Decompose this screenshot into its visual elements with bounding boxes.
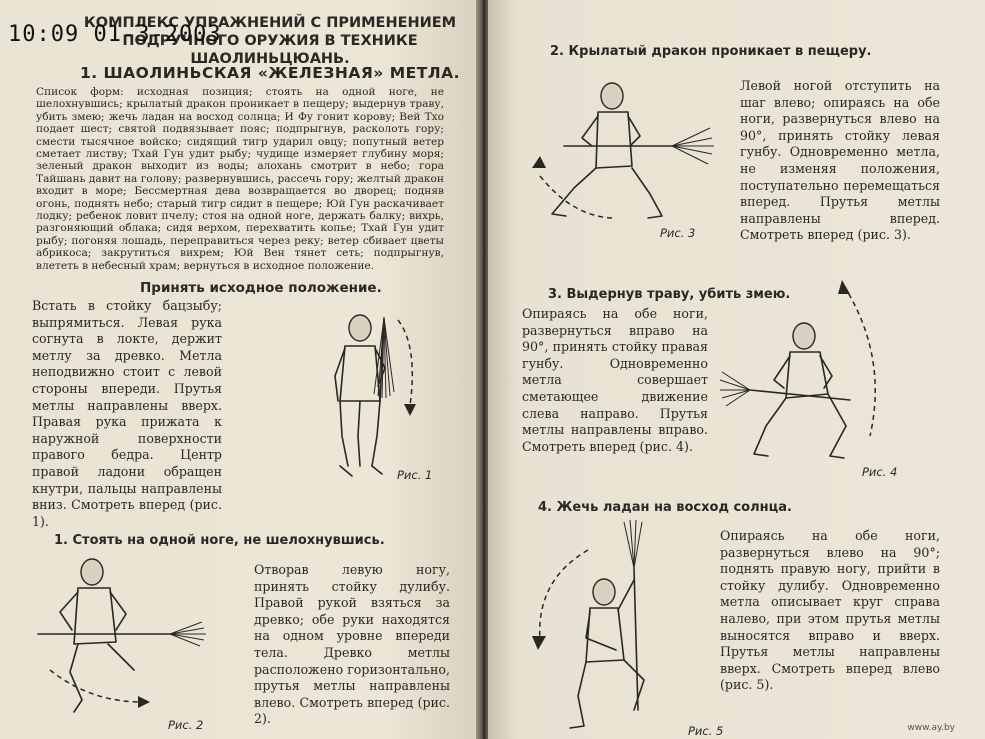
exercise-4-title: 4. Жечь ладан на восход солнца. — [538, 500, 792, 515]
chapter-header: КОМПЛЕКС УПРАЖНЕНИЙ С ПРИМЕНЕНИЕМ ПОДРУЧНОГО ОРУЖИЯ В ТЕХНИКЕ ШАОЛИНЬЦЮАНЬ. — [83, 15, 457, 67]
figure-4-illustration — [720, 276, 910, 472]
forms-list: Список форм: исходная позиция; стоять на одной ноге, не шелохнувшись; крылатый дракон проникает в пещеру; выдернув траву, убить змею; жечь ладан на восход солнца; И Фу гонит корову; Вей Тхо подает шест; святой подвязывает пояс; подпрыгнув, расколоть гору; смести тысячное войско; сидящий тигр ударил овцу; попутный ветер сметает листву; Тхай Гун удит рыбу; чудище измеряет глубину моря; зеленый дракон выходит из воды; алохань смотрит в небо; гора Тайшань давит на голову; развернувшись, рассечь гору; желтый дракон входит в море; Бессмертная дева возвращается во дворец; подняв огонь, поднять небо; старый тигр сидит в пещере; Юй Гун раскачивает лодку; ребенок ловит пчелу; стоя на одной ноге, держать балку; вихрь, разгоняющий облака; сидя верхом, перехватить копье; Тхай Гун удит рыбу; погоняя лошадь, переправиться через реку; ветер сбивает цветы абрикоса; закрутиться вихрем; Юй Вен тянет сеть; подпрыгнув, влететь в небесный храм; вернуться в исходное положение. — [36, 86, 444, 272]
right-page — [488, 0, 985, 739]
watermark: www.ay.by — [907, 723, 955, 733]
exercise-3-text: Опираясь на обе ноги, развернуться вправо на 90°, принять стойку правая гунбу. Одновременно метла совершает сметающее движение слева направо. Прутья метлы направлены вправо. Смотреть вперед (рис. 4). — [522, 306, 708, 454]
section-title: 1. ШАОЛИНЬСКАЯ «ЖЕЛЕЗНАЯ» МЕТЛА. — [79, 64, 461, 82]
exercise-3-title: 3. Выдернув траву, убить змею. — [548, 287, 791, 302]
exercise-1-text: Отворав левую ногу, принять стойку дулибу. Правой рукой взяться за древко; обе руки находятся на одном уровне впереди тела. Древко метлы расположено горизонтально, прутья метлы направлены влево. Смотреть вперед (рис. 2). — [254, 562, 450, 727]
figure-5-caption: Рис. 5 — [688, 724, 724, 738]
exercise-2-text: Левой ногой отступить на шаг влево; опираясь на обе ноги, развернуться влево на 90°, принять стойку левая гунбу. Одновременно метла, не изменяя положения, поступательно перемещаться вперед. Прутья метлы направлены вперед. Смотреть вперед (рис. 3). — [740, 78, 940, 243]
date-stamp: 10:09 01-3-2003 — [8, 22, 222, 47]
left-page — [0, 0, 478, 739]
start-position-text: Встать в стойку бацзыбу; выпрямиться. Левая рука согнута в локте, держит метлу за древко. Метла неподвижно стоит с левой стороны впереди. Прутья метлы направлены вверх. Правая рука прижата к наружной поверхности правого бедра. Центр правой ладони обращен кнутри, пальцы направлены вниз. Смотреть вперед (рис. 1). — [32, 298, 222, 529]
exercise-2-title: 2. Крылатый дракон проникает в пещеру. — [550, 44, 872, 59]
figure-2-caption: Рис. 2 — [168, 718, 204, 732]
figure-5-illustration — [526, 520, 726, 739]
exercise-4-text: Опираясь на обе ноги, развернуться влево на 90°; поднять правую ногу, прийти в стойку дулибу. Одновременно метла описывает круг справа налево, при этом прутья метлы выносятся вправо и вверх. Прутья метлы направлены вверх. Смотреть вперед влево (рис. 5). — [720, 528, 940, 693]
figure-3-caption: Рис. 3 — [660, 226, 696, 240]
exercise-1-title: 1. Стоять на одной ноге, не шелохнувшись. — [54, 533, 385, 548]
figure-4-caption: Рис. 4 — [862, 465, 898, 479]
figure-2-illustration — [30, 552, 250, 732]
figure-3-illustration — [512, 76, 732, 236]
figure-1-caption: Рис. 1 — [397, 468, 433, 482]
start-position-title: Принять исходное положение. — [140, 280, 382, 296]
